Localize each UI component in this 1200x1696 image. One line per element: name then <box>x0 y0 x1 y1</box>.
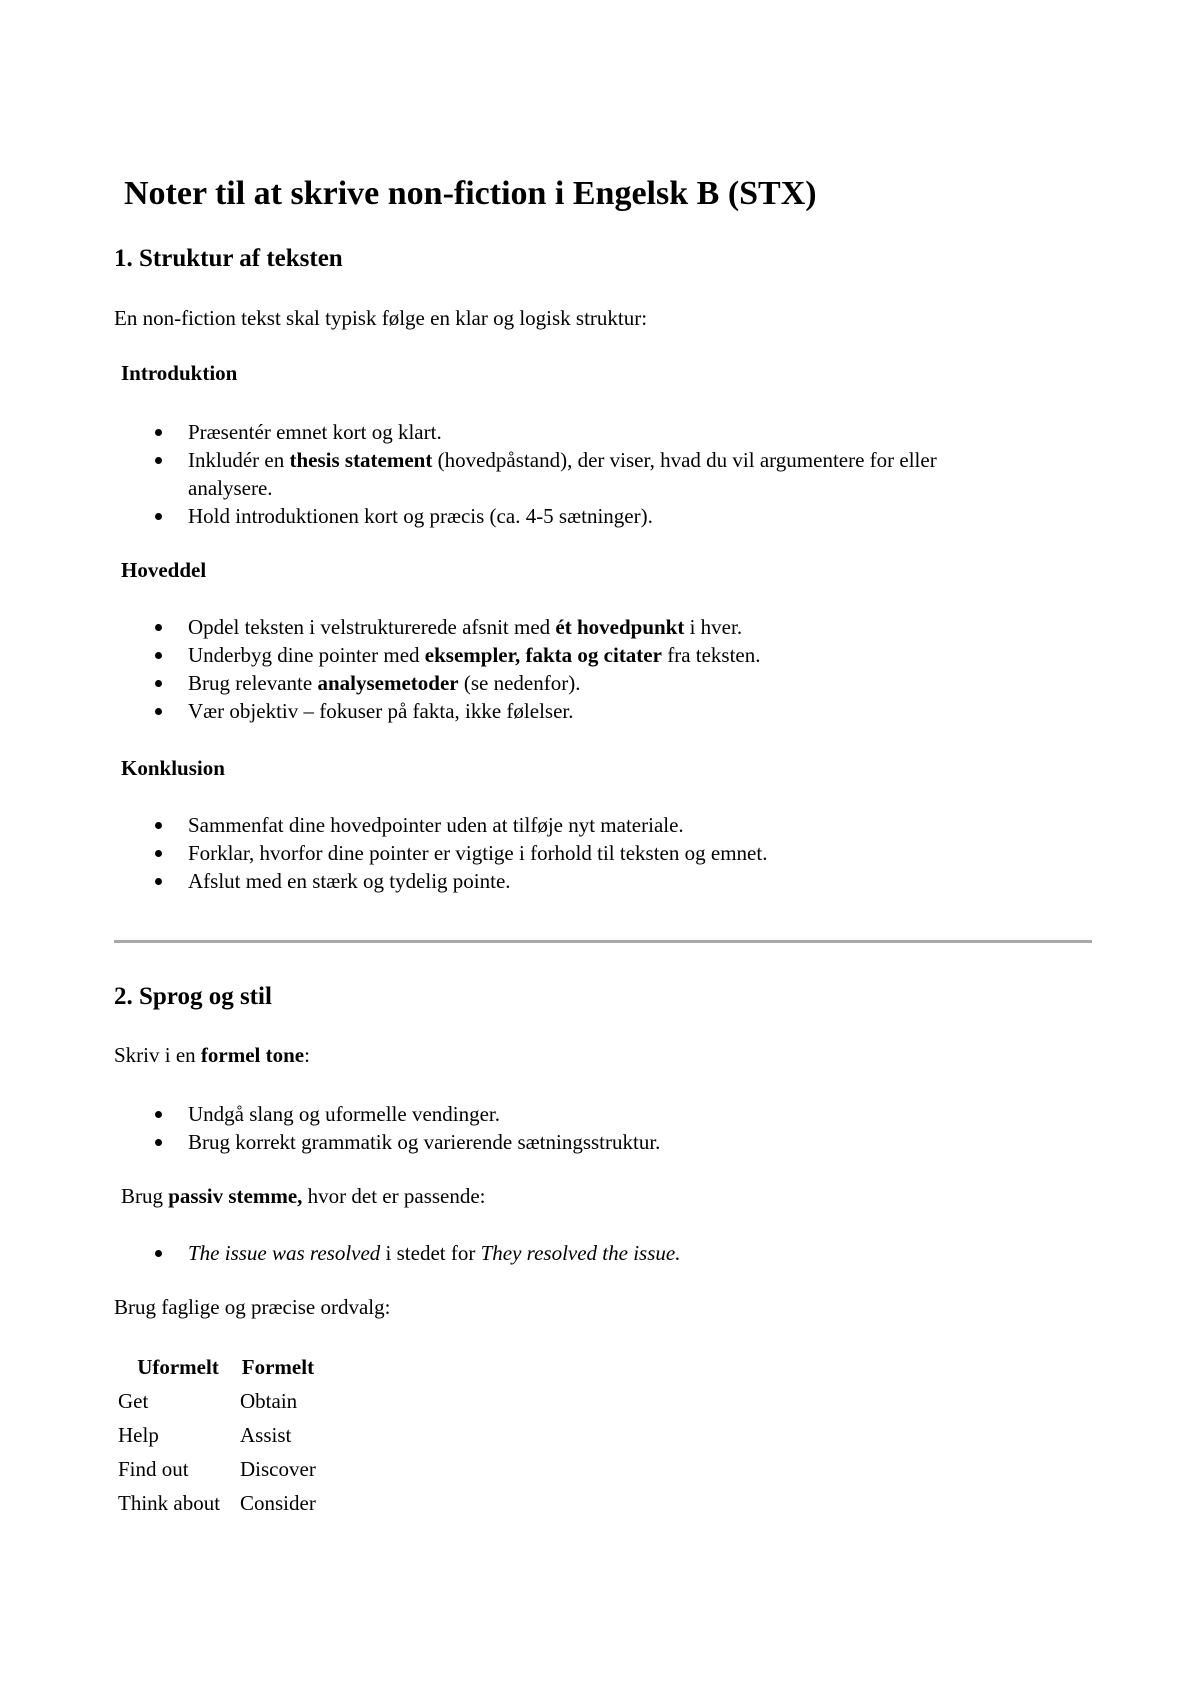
vocab-intro-text: Brug faglige og præcise ordvalg: <box>114 1295 391 1319</box>
document-title: Noter til at skrive non-fiction i Engelsk B (STX) <box>124 175 817 212</box>
table-cell: Find out <box>118 1456 189 1481</box>
tone-text: Skriv i en formel tone: <box>114 1043 310 1067</box>
subheading-introduktion: Introduktion <box>121 361 238 385</box>
table-cell: Obtain <box>240 1388 298 1413</box>
column-header: Uformelt <box>137 1354 219 1379</box>
list-item: Afslut med en stærk og tydelig pointe. <box>152 867 1092 895</box>
column-header: Formelt <box>241 1354 315 1379</box>
table-cell: Discover <box>240 1456 316 1481</box>
list-item: Opdel teksten i velstrukturerede afsnit med ét hovedpunkt i hver. <box>152 613 1092 641</box>
table-header-row <box>118 1350 318 1384</box>
table-cell: Assist <box>240 1422 292 1447</box>
list-item: Brug korrekt grammatik og varierende sætningsstruktur. <box>152 1128 1092 1156</box>
list-item: Præsentér emnet kort og klart. <box>152 418 1092 446</box>
subheading-konklusion: Konklusion <box>121 756 225 780</box>
horizontal-divider <box>114 940 1092 943</box>
list-item: Vær objektiv – fokuser på fakta, ikke følelser. <box>152 697 1092 725</box>
section-heading-structure: 1. Struktur af teksten <box>114 245 343 272</box>
passive-voice-list <box>152 1239 1092 1267</box>
table-row <box>118 1486 318 1520</box>
table-cell: Help <box>118 1422 159 1447</box>
section-heading-language: 2. Sprog og stil <box>114 983 272 1010</box>
list-item: The issue was resolved i stedet for They resolved the issue. <box>152 1239 1092 1267</box>
list-item: Hold introduktionen kort og præcis (ca. 4-5 sætninger). <box>152 502 1092 530</box>
tone-list <box>152 1100 1092 1156</box>
table-cell: Get <box>118 1388 149 1413</box>
subheading-hoveddel: Hoveddel <box>121 558 207 582</box>
passive-voice-text: Brug passiv stemme, hvor det er passende: <box>121 1184 486 1208</box>
table-cell: Consider <box>240 1490 316 1515</box>
list-item: Inkludér en thesis statement (hovedpåstand), der viser, hvad du vil argumentere for eller analysere. <box>152 446 1092 502</box>
introduktion-list <box>152 418 1092 530</box>
table-row <box>118 1418 318 1452</box>
list-item: Sammenfat dine hovedpointer uden at tilføje nyt materiale. <box>152 811 1092 839</box>
hoveddel-list <box>152 613 1092 725</box>
list-item: Forklar, hvorfor dine pointer er vigtige i forhold til teksten og emnet. <box>152 839 1092 867</box>
list-item: Underbyg dine pointer med eksempler, fakta og citater fra teksten. <box>152 641 1092 669</box>
table-cell: Think about <box>118 1490 221 1515</box>
table-row <box>118 1452 318 1486</box>
vocabulary-table <box>118 1350 318 1520</box>
table-row <box>118 1384 318 1418</box>
structure-intro-text: En non-fiction tekst skal typisk følge en klar og logisk struktur: <box>114 306 648 330</box>
konklusion-list <box>152 811 1092 895</box>
list-item: Brug relevante analysemetoder (se nedenfor). <box>152 669 1092 697</box>
list-item: Undgå slang og uformelle vendinger. <box>152 1100 1092 1128</box>
